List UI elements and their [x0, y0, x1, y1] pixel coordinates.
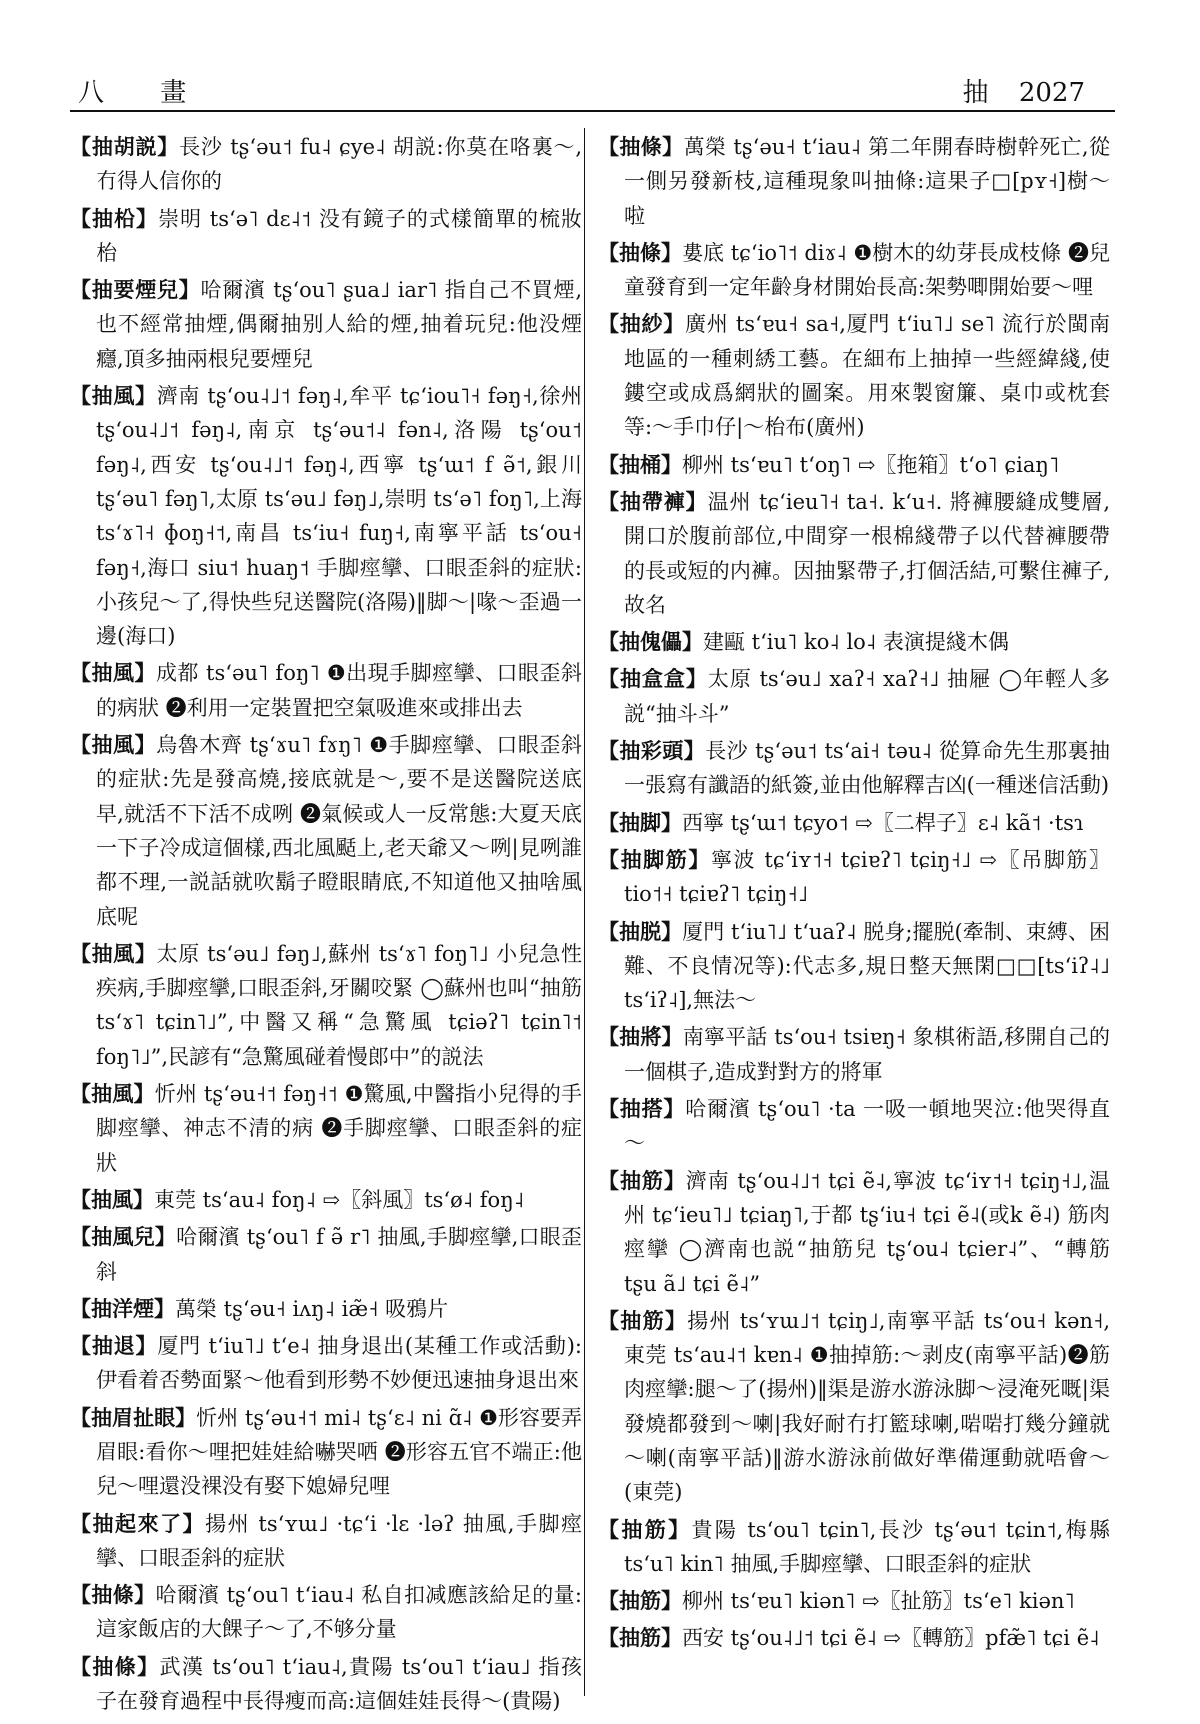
entry-headword: 【抽帶褲】 — [598, 488, 708, 514]
entry-definition: 濟南 tʂ‘ou˨˩˦ tɕi ẽ˨,寧波 tɕ‘iʏ˦˧ tɕiŋ˧˩,温州 tɕ‘ieu˥˩ tɕiaŋ˥,于都 tʂ‘iu˧ tɕi ẽ˨(或k ẽ˨) 筋肉痙攣 ◯濟南也説“抽筋兒 tʂ‘ou˨ tɕier˨”、“轉筋 tʂu ã˩ tɕi ẽ˨” — [624, 1168, 1110, 1296]
entry-headword: 【抽條】 — [70, 1653, 160, 1679]
dictionary-entry — [70, 937, 582, 1074]
dictionary-entry — [70, 130, 582, 199]
entry-headword: 【抽眉扯眼】 — [70, 1404, 197, 1430]
entry-headword: 【抽筋】 — [598, 1167, 686, 1193]
entry-definition: 萬榮 tʂ‘əu˧ iʌŋ˨ iæ̃˧ 吸鴉片 — [175, 1296, 449, 1321]
entry-headword: 【抽胡説】 — [70, 134, 180, 159]
entry-headword: 【抽起來了】 — [70, 1510, 206, 1536]
entry-definition: 成都 ts‘əu˥ foŋ˥ ❶出現手脚痙攣、口眼歪斜的病狀 ❷利用一定裝置把空氣吸進來或排出去 — [96, 661, 582, 720]
entry-headword: 【抽洋煙】 — [70, 1295, 175, 1321]
dictionary-entry — [70, 273, 582, 376]
entry-definition: 揚州 ts‘ʏɯ˩ ·tɕ‘i ·lɛ ·ləʔ 抽風,手脚痙攣、口眼歪斜的症狀 — [96, 1511, 583, 1570]
dictionary-entry — [598, 1513, 1110, 1582]
running-head — [941, 72, 1085, 109]
dictionary-entry — [598, 485, 1110, 622]
dictionary-entry — [70, 1329, 582, 1398]
entry-definition: 哈爾濱 tʂ‘ou˥ f ə̃ r˥ 抽風,手脚痙攣,口眼歪斜 — [96, 1225, 583, 1284]
entry-definition: 忻州 tʂ‘əu˧˦ mi˨ tʂ‘ɛ˨ ni ɑ̃˨ ❶形容要弄眉眼:看你～哩把娃娃給嚇哭哂 ❷形容五官不端正:他兒～哩還没裸没有娶下媳婦兒哩 — [96, 1405, 582, 1499]
entry-headword: 【抽彩頭】 — [598, 738, 706, 764]
entry-definition: 柳州 ts‘ɐu˥ t‘oŋ˥ ⇨〖拖箱〗t‘o˥ ɕiaŋ˥ — [682, 452, 1060, 477]
left-column — [70, 130, 583, 1714]
entry-definition: 武漢 ts‘ou˥ t‘iau˨,貴陽 ts‘ou˥ t‘iau˩ 指孩子在發育過程中長得瘦而高:這個娃娃長得～(貴陽) — [96, 1654, 582, 1714]
entry-definition: 揚州 ts‘ʏɯ˩˦ tɕiŋ˩,南寧平話 ts‘ou˧ kən˧,東莞 ts‘au˨˦ kɐn˨ ❶抽掉筋:～剥皮(南寧平話)❷筋肉痙攣:腿～了(揚州)‖渠是游水游泳脚～浸淹死嘅|渠發燒都發到～喇|我好耐冇打籃球喇,啱啱打幾分鐘就～喇(南寧平話)‖游水游泳前做好準備運動就唔會～(東莞) — [624, 1308, 1111, 1505]
entry-headword: 【抽桶】 — [598, 451, 682, 477]
entry-headword: 【抽風】 — [70, 1186, 154, 1212]
dictionary-entry — [598, 1584, 1110, 1618]
entry-headword: 【抽風兒】 — [70, 1224, 177, 1250]
dictionary-entry — [598, 1621, 1110, 1655]
entry-headword: 【抽脚】 — [598, 809, 682, 835]
entry-headword: 【抽柗】 — [70, 205, 159, 231]
entry-definition: 哈爾濱 tʂ‘ou˥ t‘iau˨ 私自扣减應該給足的量:這家飯店的大餜子～了,不够分量 — [96, 1583, 583, 1642]
page-number: 2027 — [1018, 78, 1085, 108]
entry-definition: 寧波 tɕ‘iʏ˦˧ tɕiɐʔ˥ tɕiŋ˧˩ ⇨〖吊脚筋〗tio˦˧ tɕiɐʔ˥ tɕiŋ˧˩ — [624, 847, 1110, 907]
dictionary-entry — [70, 656, 582, 725]
entry-definition: 西寧 tʂ‘ɯ˦ tɕyo˦ ⇨〖二桿子〗ɛ˨ kã˦ ·tsɿ — [682, 810, 1084, 835]
entry-definition: 忻州 tʂ‘əu˧˦ fəŋ˧˦ ❶驚風,中醫指小兒得的手脚痙攣、神志不清的病 ❷手脚痙攣、口眼歪斜的症狀 — [96, 1082, 582, 1175]
entry-definition: 哈爾濱 tʂ‘ou˥ ·ta 一吸一頓地哭泣:他哭得直～ — [624, 1097, 1111, 1156]
entry-definition: 厦門 t‘iu˥˩ t‘uaʔ˨ 脱身;擺脱(牽制、束縛、困難、不良情况等):代志多,規日整天無閑□□[ts‘iʔ˨˩ ts‘iʔ˨],無法～ — [624, 919, 1111, 1013]
entry-headword: 【抽條】 — [70, 1582, 156, 1608]
entry-headword: 【抽條】 — [598, 239, 683, 265]
entry-definition: 萬榮 tʂ‘əu˧ t‘iau˨ 第二年開春時樹幹死亡,從一側另發新枝,這種現象叫抽條:這果子□[pʏ˧]樹～啦 — [624, 135, 1110, 228]
entry-headword: 【抽脱】 — [598, 918, 683, 944]
entry-definition: 南寧平話 ts‘ou˧ tsiɐŋ˧ 象棋術語,移開自己的一個棋子,造成對對方的將軍 — [624, 1025, 1111, 1084]
section-title: 八 畫 — [78, 78, 211, 108]
column-divider — [584, 128, 585, 1696]
dictionary-entry — [70, 202, 582, 271]
dictionary-entry — [70, 1401, 582, 1504]
entry-headword: 【抽要煙兒】 — [70, 277, 201, 303]
page-header — [70, 60, 1115, 112]
entry-definition: 太原 ts‘əu˩ xaʔ˧ xaʔ˧˩ 抽屜 ◯年輕人多説“抽斗斗” — [624, 667, 1110, 726]
entry-headword: 【抽將】 — [598, 1024, 683, 1050]
entry-headword: 【抽搭】 — [598, 1096, 686, 1122]
dictionary-entry — [70, 1183, 582, 1217]
dictionary-entry — [598, 843, 1110, 912]
dictionary-entry — [598, 1164, 1110, 1301]
entry-definition: 哈爾濱 tʂ‘ou˥ ʂua˩ iar˥ 指自己不買煙,也不經常抽煙,偶爾抽别人給的煙,抽着玩兒:他没煙癮,頂多抽兩根兒要煙兒 — [96, 278, 582, 371]
entry-headword: 【抽紗】 — [598, 311, 685, 337]
entry-definition: 貴陽 ts‘ou˥ tɕin˥,長沙 tʂ‘əu˦ tɕin˦,梅縣 ts‘u˥ kin˥ 抽風,手脚痙攣、口眼歪斜的症狀 — [624, 1517, 1110, 1576]
entry-headword: 【抽筋】 — [598, 1516, 692, 1542]
entry-definition: 建甌 t‘iu˥ ko˨ lo˨ 表演提綫木偶 — [703, 630, 1009, 655]
dictionary-entry — [70, 1650, 582, 1719]
dictionary-entry — [598, 448, 1110, 482]
entry-headword: 【抽筋】 — [598, 1588, 682, 1614]
right-column — [598, 130, 1110, 1700]
dictionary-entry — [70, 728, 582, 934]
entry-definition: 厦門 t‘iu˥˩ t‘e˨ 抽身退出(某種工作或活動):伊看着否勢面緊～他看到形勢不妙便迅速抽身退出來 — [96, 1334, 583, 1393]
entry-headword: 【抽筋】 — [598, 1307, 688, 1333]
entry-definition: 太原 ts‘əu˩ fəŋ˩,蘇州 ts‘ɤ˥ foŋ˥˩ 小兒急性疾病,手脚痙攣,口眼歪斜,牙關咬緊 ◯蘇州也叫“抽筋 ts‘ɤ˥ tɕin˥˩”,中醫又稱“急驚風 tɕiəʔ˥ tɕin˥˦ foŋ˥˩”,民諺有“急驚風碰着慢郎中”的説法 — [96, 941, 583, 1069]
dictionary-entry — [70, 1507, 582, 1576]
dictionary-entry — [598, 625, 1110, 659]
entry-definition: 婁底 tɕ‘io˥˦ diɤ˨ ❶樹木的幼芽長成枝條 ❷兒童發育到一定年齡身材開始長高:架勢唧開始要～哩 — [624, 240, 1110, 300]
entry-definition: 温州 tɕ‘ieu˥˧ ta˧. k‘u˧. 將褲腰縫成雙層,開口於腹前部位,中間穿一根棉綫帶子以代替褲腰帶的長或短的内褲。因抽緊帶子,打個活結,可繫住褲子,故名 — [624, 489, 1110, 617]
entry-headword: 【抽風】 — [70, 1081, 155, 1107]
dictionary-entry — [70, 379, 582, 653]
entry-definition: 崇明 ts‘ə˥ dɛ˨˦ 没有鏡子的式樣簡單的梳妝枱 — [96, 206, 582, 265]
entry-headword: 【抽風】 — [70, 383, 157, 409]
dictionary-entry — [598, 307, 1110, 444]
entry-definition: 柳州 ts‘ɐu˥ kiən˥ ⇨〖扯筋〗ts‘e˥ kiən˥ — [682, 1589, 1075, 1614]
entry-definition: 西安 tʂ‘ou˨˩˦ tɕi ẽ˨ ⇨〖轉筋〗pfæ̃˥ tɕi ẽ˨ — [682, 1626, 1100, 1651]
dictionary-entry — [598, 915, 1110, 1018]
entry-definition: 廣州 ts‘ɐu˧ sa˧,厦門 t‘iu˥˩ se˥ 流行於閩南地區的一種刺綉工藝。在細布上抽掉一些經緯綫,使鏤空或成爲網狀的圖案。用來製窗簾、桌巾或枕套等:～手巾仔|～枱布(廣州) — [624, 312, 1110, 440]
entry-headword: 【抽盒盒】 — [598, 666, 708, 692]
dictionary-entry — [70, 1578, 582, 1647]
entry-definition: 濟南 tʂ‘ou˨˩˦ fəŋ˨,牟平 tɕ‘iou˥˧ fəŋ˧,徐州 tʂ‘ou˨˩˦ fəŋ˨,南京 tʂ‘əu˦˨ fən˨,洛陽 tʂ‘ou˦ fəŋ˨,西安 tʂ‘ou˨˩˦ fəŋ˨,西寧 tʂ‘ɯ˦ f ə̃˦,銀川 tʂ‘əu˥ fəŋ˥,太原 ts‘əu˩ fəŋ˩,崇明 ts‘ə˥ foŋ˥,上海 ts‘ɤ˥˧ ɸoŋ˧˦,南昌 ts‘iu˧ fuŋ˧,南寧平話 ts‘ou˧ fəŋ˧,海口 siu˦ huaŋ˦ 手脚痙攣、口眼歪斜的症狀:小孩兒～了,得快些兒送醫院(洛陽)‖脚～|喙～歪過一邊(海口) — [96, 384, 582, 649]
dictionary-entry — [598, 1304, 1110, 1510]
dictionary-entry — [598, 236, 1110, 305]
entry-definition: 烏魯木齊 tʂ‘ɤu˥ fɤŋ˥ ❶手脚痙攣、口眼歪斜的症狀:先是發高燒,接底就是～,要不是送醫院送底早,就活不下活不成咧 ❷氣候或人一反常態:大夏天底一下子冷成這個樣,西北風颳上,老天爺又～咧|見咧誰都不理,一説話就吹鬍子瞪眼睛底,不知道他又抽啥風底呢 — [96, 733, 583, 929]
entry-definition: 東莞 ts‘au˨ foŋ˨ ⇨〖斜風〗ts‘ø˨ foŋ˨ — [154, 1187, 525, 1212]
dictionary-entry — [70, 1220, 582, 1289]
running-head-character: 抽 — [962, 78, 989, 108]
entry-definition: 長沙 tʂ‘əu˦ fu˨ ɕye˨ 胡説:你莫在咯裏～,冇得人信你的 — [96, 135, 583, 194]
entry-headword: 【抽筋】 — [598, 1625, 682, 1651]
dictionary-entry — [70, 1292, 582, 1326]
entry-headword: 【抽傀儡】 — [598, 629, 703, 655]
entry-headword: 【抽風】 — [70, 940, 157, 966]
entry-definition: 長沙 tʂ‘əu˦ ts‘ai˧ təu˨ 從算命先生那裏抽一張寫有讖語的紙簽,並由他解釋吉凶(一種迷信活動) — [624, 739, 1110, 798]
entry-headword: 【抽風】 — [70, 660, 156, 686]
dictionary-entry — [598, 1020, 1110, 1089]
dictionary-entry — [598, 806, 1110, 840]
entry-headword: 【抽風】 — [70, 732, 157, 758]
dictionary-entry — [70, 1077, 582, 1180]
entry-headword: 【抽條】 — [598, 134, 684, 159]
dictionary-entry — [598, 130, 1110, 233]
entry-headword: 【抽脚筋】 — [598, 846, 711, 872]
dictionary-entry — [598, 734, 1110, 803]
dictionary-entry — [598, 1092, 1110, 1161]
entry-headword: 【抽退】 — [70, 1333, 158, 1359]
dictionary-entry — [598, 662, 1110, 731]
